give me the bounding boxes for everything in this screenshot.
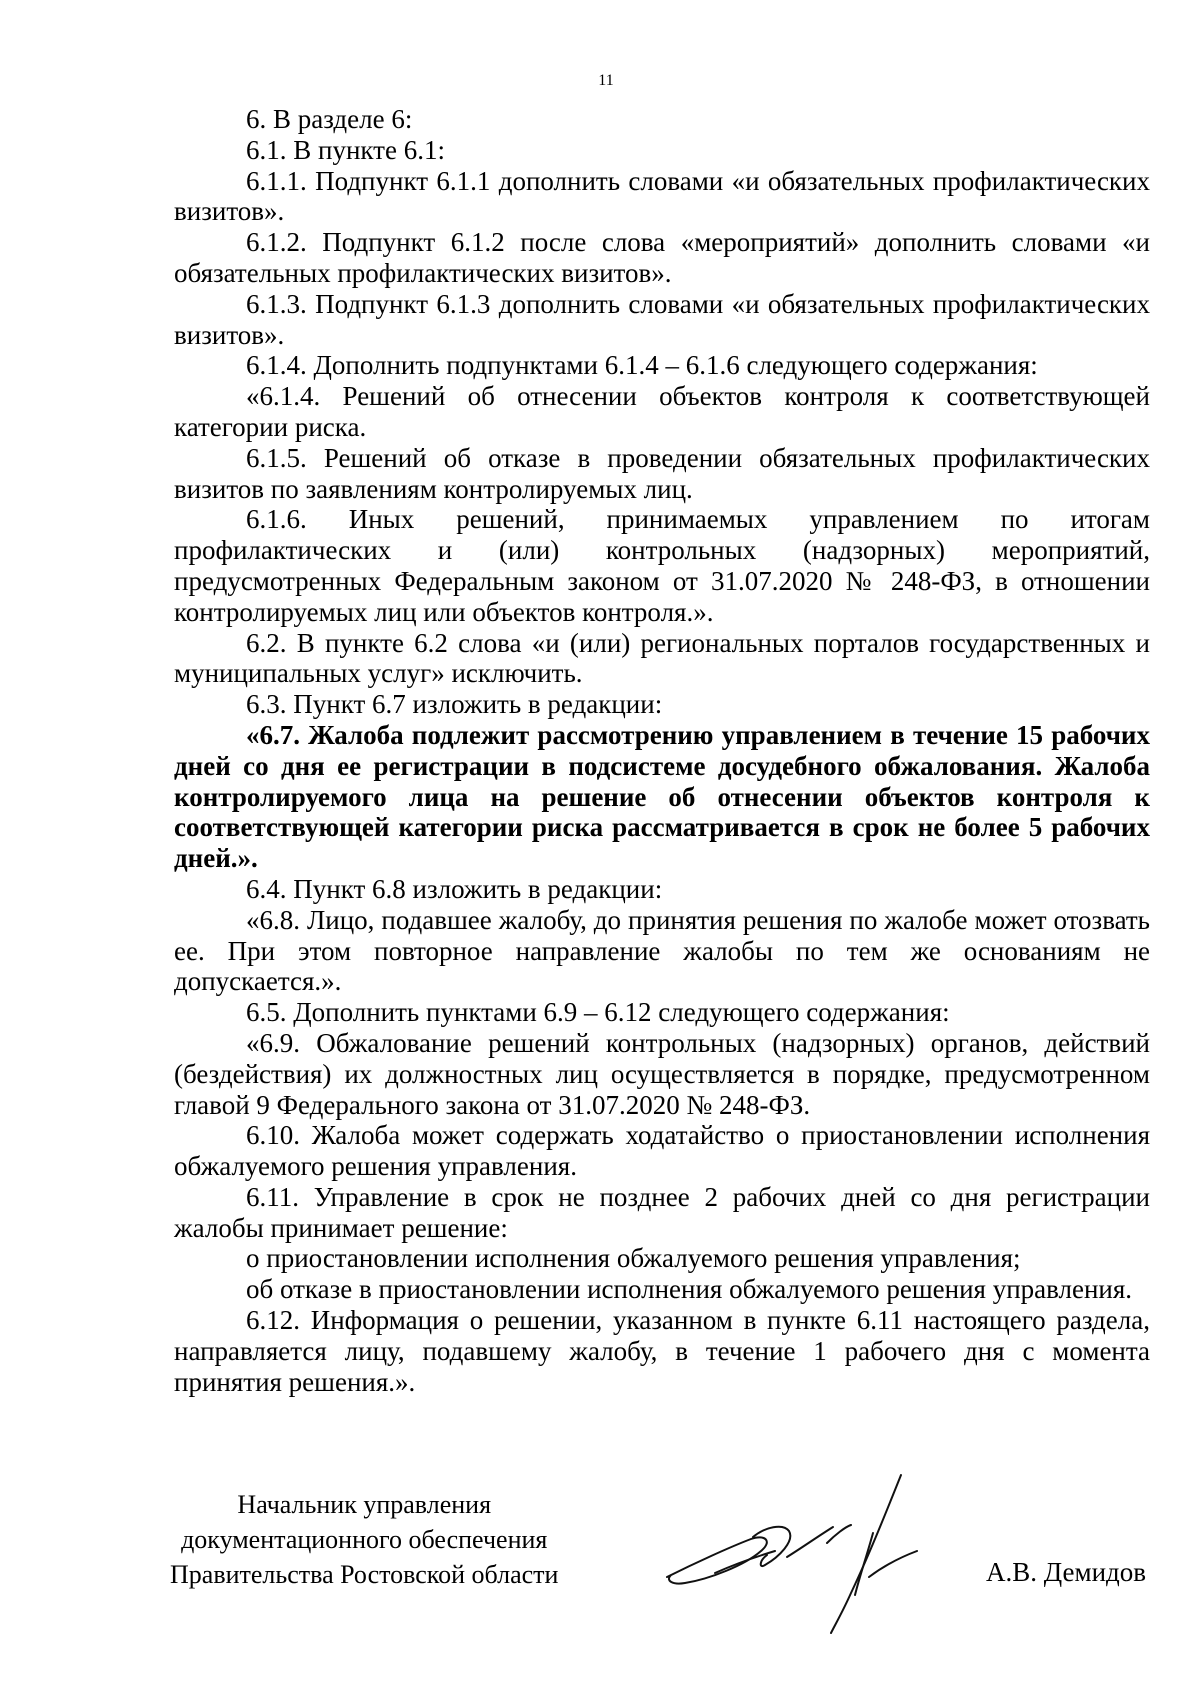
paragraph-6-1-4: 6.1.4. Дополнить подпунктами 6.1.4 – 6.1.6 следующего содержания:: [246, 350, 1038, 381]
quote-6-1-4: «6.1.4. Решений об отнесении объектов контроля к соответствующей категории риска.: [174, 381, 1150, 442]
position-line: документационного обеспечения: [181, 1525, 548, 1554]
paragraph-6-1-1: 6.1.1. Подпункт 6.1.1 дополнить словами «и обязательных профилактических визитов».: [174, 165, 1150, 227]
position-line: Правительства Ростовской области: [170, 1560, 559, 1589]
quote-6-9: «6.9. Обжалование решений контрольных (надзорных) органов, действий (бездействия) их должностных лиц осуществляется в порядке, предусмотренном главой 9 Федерального закона от 31.07.2020 № 248-ФЗ.: [174, 1027, 1150, 1120]
paragraph-6-3: 6.3. Пункт 6.7 изложить в редакции:: [246, 689, 663, 720]
document-body: [174, 104, 1150, 1397]
page-number: 11: [598, 72, 614, 89]
paragraph-6-1: 6.1. В пункте 6.1:: [246, 134, 445, 165]
position-line: Начальник управления: [237, 1490, 492, 1519]
signer-name: А.В. Демидов: [986, 1557, 1147, 1587]
quote-6-11-option-1: о приостановлении исполнения обжалуемого решения управления;: [246, 1243, 1021, 1274]
quote-6-11: 6.11. Управление в срок не позднее 2 рабочих дней со дня регистрации жалобы принимает решение:: [174, 1181, 1150, 1243]
paragraph-6: 6. В разделе 6:: [246, 104, 413, 134]
quote-6-1-6: 6.1.6. Иных решений, принимаемых управлением по итогам профилактических и (или) контрольных (надзорных) мероприятий, предусмотренных Федеральным законом от 31.07.2020 № 248-ФЗ, в отношении контролируемых лиц или объектов контроля.».: [174, 504, 1150, 627]
signer-position: [170, 1487, 558, 1592]
quote-6-7: «6.7. Жалоба подлежит рассмотрению управлением в течение 15 рабочих дней со дня ее регистрации в подсистеме досудебного обжалования. Жалоба контролируемого лица на решение об отнесении объектов контроля к соответствующей категории риска рассматривается в срок не более 5 рабочих дней.».: [174, 719, 1150, 874]
quote-6-11-option-2: об отказе в приостановлении исполнения обжалуемого решения управления.: [246, 1274, 1133, 1305]
quote-6-8: «6.8. Лицо, подавшее жалобу, до принятия решения по жалобе может отозвать ее. При этом повторное направление жалобы по тем же основаниям не допускается.».: [174, 904, 1150, 997]
quote-6-12: 6.12. Информация о решении, указанном в пункте 6.11 настоящего раздела, направляется лицу, подавшему жалобу, в течение 1 рабочего дня с момента принятия решения.».: [174, 1305, 1150, 1397]
paragraph-6-1-3: 6.1.3. Подпункт 6.1.3 дополнить словами «и обязательных профилактических визитов».: [174, 288, 1150, 350]
paragraph-6-1-2: 6.1.2. Подпункт 6.1.2 после слова «мероприятий» дополнить словами «и обязательных профилактических визитов».: [174, 227, 1150, 288]
paragraph-6-4: 6.4. Пункт 6.8 изложить в редакции:: [246, 873, 663, 904]
paragraph-6-5: 6.5. Дополнить пунктами 6.9 – 6.12 следующего содержания:: [246, 997, 950, 1028]
paragraph-6-2: 6.2. В пункте 6.2 слова «и (или) региональных порталов государственных и муниципальных услуг» исключить.: [174, 627, 1150, 689]
quote-6-10: 6.10. Жалоба может содержать ходатайство о приостановлении исполнения обжалуемого решения управления.: [174, 1120, 1150, 1182]
quote-6-1-5: 6.1.5. Решений об отказе в проведении обязательных профилактических визитов по заявлениям контролируемых лиц.: [174, 442, 1150, 504]
handwritten-signature: [655, 1465, 945, 1635]
